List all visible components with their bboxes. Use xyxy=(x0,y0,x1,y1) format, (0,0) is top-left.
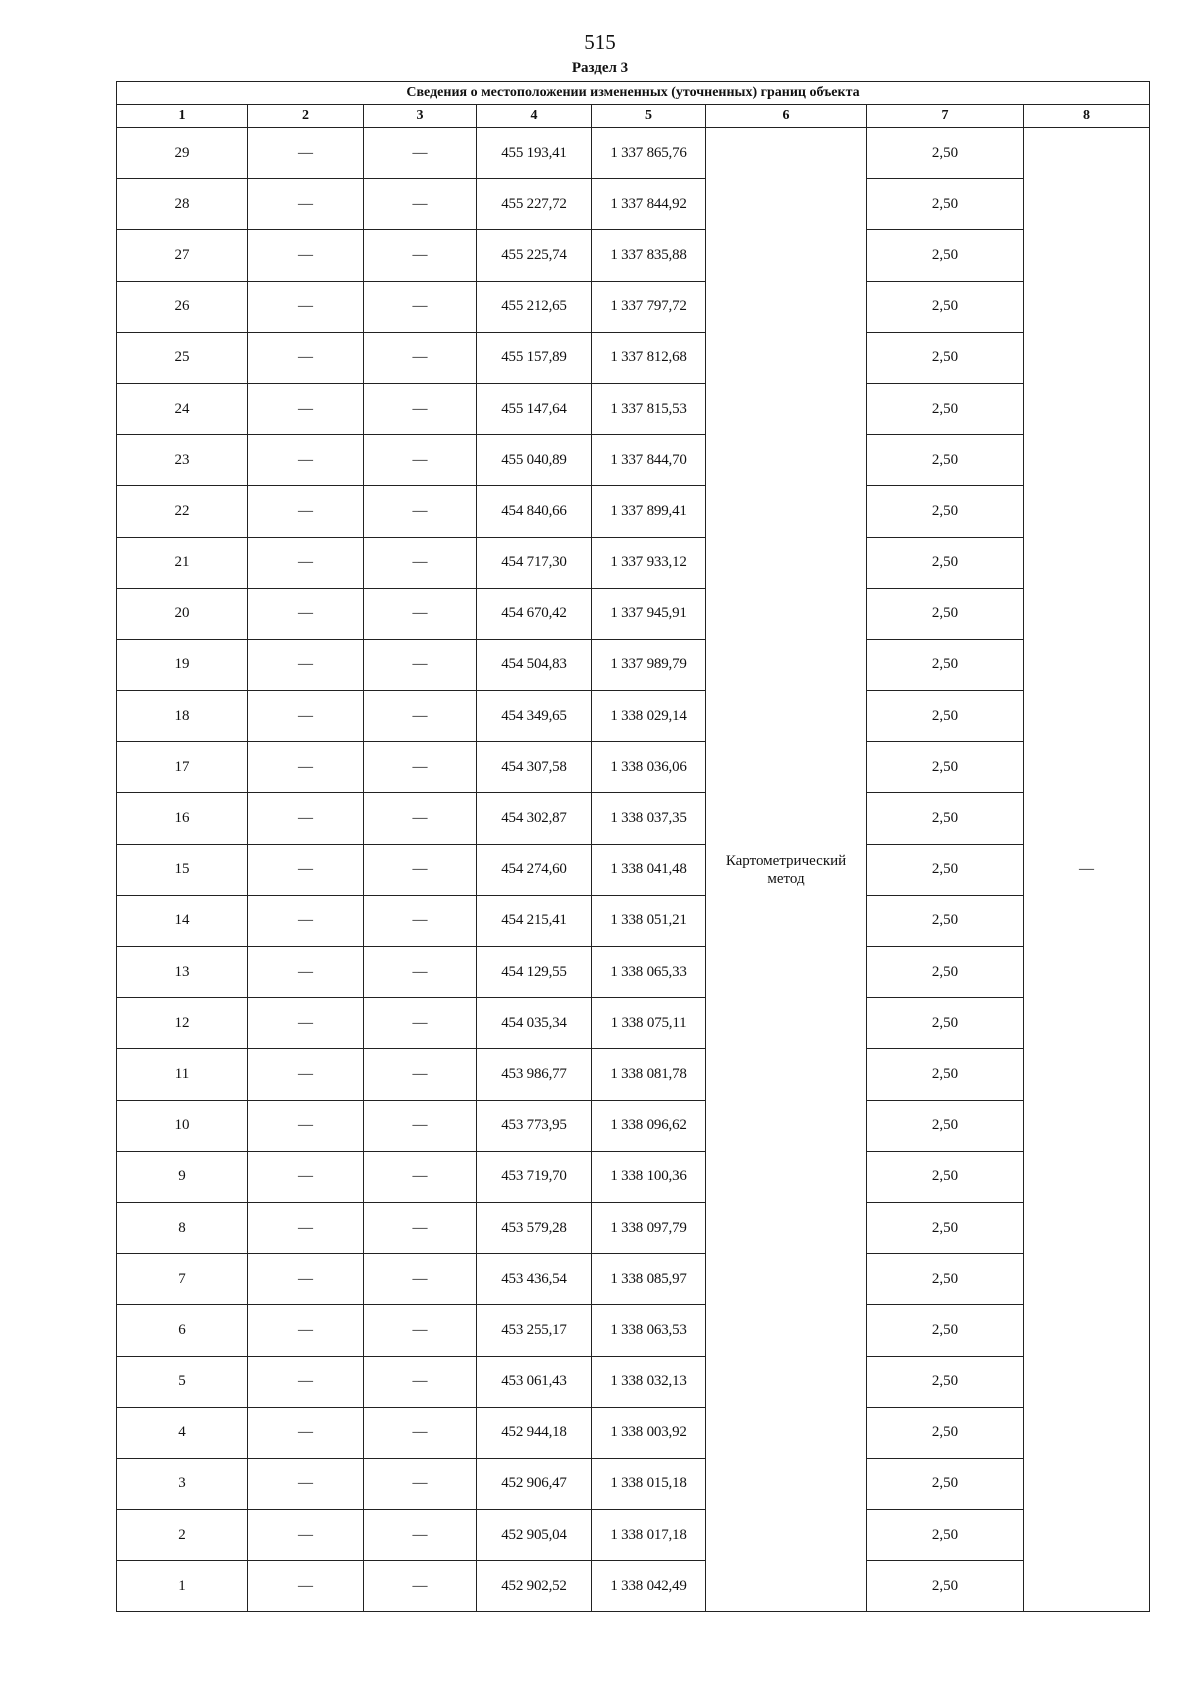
accuracy-cell: 2,50 xyxy=(867,128,1024,179)
column-2-cell: — xyxy=(248,691,364,742)
point-number-cell: 24 xyxy=(117,383,248,434)
point-number-cell: 22 xyxy=(117,486,248,537)
x-coordinate-cell: 455 225,74 xyxy=(477,230,592,281)
y-coordinate-cell: 1 338 051,21 xyxy=(592,895,706,946)
y-coordinate-cell: 1 338 037,35 xyxy=(592,793,706,844)
point-number-cell: 20 xyxy=(117,588,248,639)
accuracy-cell: 2,50 xyxy=(867,1254,1024,1305)
column-3-cell: — xyxy=(364,1202,477,1253)
point-number-cell: 17 xyxy=(117,742,248,793)
column-3-cell: — xyxy=(364,1356,477,1407)
y-coordinate-cell: 1 338 081,78 xyxy=(592,1049,706,1100)
point-number-cell: 18 xyxy=(117,691,248,742)
table-row xyxy=(117,128,1150,179)
table-row xyxy=(117,1356,1150,1407)
x-coordinate-cell: 453 773,95 xyxy=(477,1100,592,1151)
accuracy-cell: 2,50 xyxy=(867,230,1024,281)
x-coordinate-cell: 455 147,64 xyxy=(477,383,592,434)
column-2-cell: — xyxy=(248,1100,364,1151)
column-2-cell: — xyxy=(248,1254,364,1305)
x-coordinate-cell: 455 212,65 xyxy=(477,281,592,332)
x-coordinate-cell: 453 255,17 xyxy=(477,1305,592,1356)
accuracy-cell: 2,50 xyxy=(867,486,1024,537)
column-2-cell: — xyxy=(248,895,364,946)
table-row xyxy=(117,383,1150,434)
y-coordinate-cell: 1 337 899,41 xyxy=(592,486,706,537)
column-2-cell: — xyxy=(248,742,364,793)
column-3-cell: — xyxy=(364,1458,477,1509)
table-row xyxy=(117,1407,1150,1458)
accuracy-cell: 2,50 xyxy=(867,1510,1024,1561)
method-cell: Картометрический метод xyxy=(706,128,867,1612)
x-coordinate-cell: 455 040,89 xyxy=(477,435,592,486)
table-row xyxy=(117,1151,1150,1202)
column-2-cell: — xyxy=(248,1510,364,1561)
x-coordinate-cell: 454 129,55 xyxy=(477,947,592,998)
table-row xyxy=(117,1458,1150,1509)
column-2-cell: — xyxy=(248,793,364,844)
point-number-cell: 7 xyxy=(117,1254,248,1305)
x-coordinate-cell: 454 717,30 xyxy=(477,537,592,588)
column-8-cell: — xyxy=(1024,128,1150,1612)
y-coordinate-cell: 1 338 036,06 xyxy=(592,742,706,793)
point-number-cell: 12 xyxy=(117,998,248,1049)
x-coordinate-cell: 454 302,87 xyxy=(477,793,592,844)
table-caption: Сведения о местоположении измененных (уточненных) границ объекта xyxy=(117,82,1150,105)
column-2-cell: — xyxy=(248,998,364,1049)
y-coordinate-cell: 1 337 815,53 xyxy=(592,383,706,434)
column-3-cell: — xyxy=(364,1151,477,1202)
section-title: Раздел 3 xyxy=(571,60,629,76)
x-coordinate-cell: 454 349,65 xyxy=(477,691,592,742)
accuracy-cell: 2,50 xyxy=(867,1458,1024,1509)
column-3-cell: — xyxy=(364,383,477,434)
x-coordinate-cell: 453 579,28 xyxy=(477,1202,592,1253)
table-row xyxy=(117,793,1150,844)
y-coordinate-cell: 1 338 097,79 xyxy=(592,1202,706,1253)
x-coordinate-cell: 455 157,89 xyxy=(477,332,592,383)
table-row xyxy=(117,1305,1150,1356)
column-3-cell: — xyxy=(364,1510,477,1561)
y-coordinate-cell: 1 337 844,70 xyxy=(592,435,706,486)
table-body xyxy=(117,128,1150,1612)
table-row xyxy=(117,742,1150,793)
y-coordinate-cell: 1 338 065,33 xyxy=(592,947,706,998)
column-2-cell: — xyxy=(248,947,364,998)
column-3-cell: — xyxy=(364,742,477,793)
x-coordinate-cell: 453 436,54 xyxy=(477,1254,592,1305)
column-3-cell: — xyxy=(364,1254,477,1305)
x-coordinate-cell: 453 061,43 xyxy=(477,1356,592,1407)
point-number-cell: 4 xyxy=(117,1407,248,1458)
y-coordinate-cell: 1 338 003,92 xyxy=(592,1407,706,1458)
accuracy-cell: 2,50 xyxy=(867,947,1024,998)
column-2-cell: — xyxy=(248,1202,364,1253)
y-coordinate-cell: 1 337 989,79 xyxy=(592,639,706,690)
point-number-cell: 26 xyxy=(117,281,248,332)
point-number-cell: 21 xyxy=(117,537,248,588)
point-number-cell: 11 xyxy=(117,1049,248,1100)
accuracy-cell: 2,50 xyxy=(867,1202,1024,1253)
column-3-cell: — xyxy=(364,281,477,332)
x-coordinate-cell: 454 307,58 xyxy=(477,742,592,793)
column-2-cell: — xyxy=(248,1356,364,1407)
column-number-6: 6 xyxy=(706,105,867,128)
point-number-cell: 25 xyxy=(117,332,248,383)
accuracy-cell: 2,50 xyxy=(867,1100,1024,1151)
x-coordinate-cell: 455 227,72 xyxy=(477,179,592,230)
x-coordinate-cell: 452 902,52 xyxy=(477,1561,592,1612)
column-3-cell: — xyxy=(364,332,477,383)
point-number-cell: 8 xyxy=(117,1202,248,1253)
column-3-cell: — xyxy=(364,537,477,588)
column-2-cell: — xyxy=(248,844,364,895)
table-row xyxy=(117,281,1150,332)
accuracy-cell: 2,50 xyxy=(867,383,1024,434)
y-coordinate-cell: 1 337 835,88 xyxy=(592,230,706,281)
table-row xyxy=(117,1202,1150,1253)
accuracy-cell: 2,50 xyxy=(867,1407,1024,1458)
column-3-cell: — xyxy=(364,435,477,486)
column-3-cell: — xyxy=(364,793,477,844)
y-coordinate-cell: 1 338 085,97 xyxy=(592,1254,706,1305)
x-coordinate-cell: 452 906,47 xyxy=(477,1458,592,1509)
table-row xyxy=(117,1561,1150,1612)
column-3-cell: — xyxy=(364,1561,477,1612)
x-coordinate-cell: 452 905,04 xyxy=(477,1510,592,1561)
accuracy-cell: 2,50 xyxy=(867,793,1024,844)
column-2-cell: — xyxy=(248,128,364,179)
y-coordinate-cell: 1 338 015,18 xyxy=(592,1458,706,1509)
column-2-cell: — xyxy=(248,332,364,383)
point-number-cell: 14 xyxy=(117,895,248,946)
column-2-cell: — xyxy=(248,1305,364,1356)
column-3-cell: — xyxy=(364,179,477,230)
accuracy-cell: 2,50 xyxy=(867,691,1024,742)
column-3-cell: — xyxy=(364,486,477,537)
table-row xyxy=(117,1254,1150,1305)
table-row xyxy=(117,895,1150,946)
y-coordinate-cell: 1 338 075,11 xyxy=(592,998,706,1049)
table-row xyxy=(117,844,1150,895)
column-2-cell: — xyxy=(248,537,364,588)
table-row xyxy=(117,230,1150,281)
column-2-cell: — xyxy=(248,230,364,281)
column-2-cell: — xyxy=(248,486,364,537)
table-row xyxy=(117,179,1150,230)
column-3-cell: — xyxy=(364,1049,477,1100)
table-row xyxy=(117,1100,1150,1151)
x-coordinate-cell: 454 670,42 xyxy=(477,588,592,639)
column-2-cell: — xyxy=(248,383,364,434)
column-3-cell: — xyxy=(364,895,477,946)
x-coordinate-cell: 454 035,34 xyxy=(477,998,592,1049)
accuracy-cell: 2,50 xyxy=(867,1561,1024,1612)
point-number-cell: 2 xyxy=(117,1510,248,1561)
column-3-cell: — xyxy=(364,998,477,1049)
coordinates-table xyxy=(116,81,1150,1612)
point-number-cell: 27 xyxy=(117,230,248,281)
x-coordinate-cell: 454 274,60 xyxy=(477,844,592,895)
column-3-cell: — xyxy=(364,1407,477,1458)
table-row xyxy=(117,588,1150,639)
accuracy-cell: 2,50 xyxy=(867,537,1024,588)
column-3-cell: — xyxy=(364,1305,477,1356)
x-coordinate-cell: 454 840,66 xyxy=(477,486,592,537)
column-2-cell: — xyxy=(248,179,364,230)
x-coordinate-cell: 452 944,18 xyxy=(477,1407,592,1458)
y-coordinate-cell: 1 338 041,48 xyxy=(592,844,706,895)
y-coordinate-cell: 1 337 945,91 xyxy=(592,588,706,639)
column-number-7: 7 xyxy=(867,105,1024,128)
y-coordinate-cell: 1 337 812,68 xyxy=(592,332,706,383)
y-coordinate-cell: 1 338 100,36 xyxy=(592,1151,706,1202)
column-numbers-row xyxy=(117,105,1150,128)
point-number-cell: 23 xyxy=(117,435,248,486)
y-coordinate-cell: 1 337 844,92 xyxy=(592,179,706,230)
accuracy-cell: 2,50 xyxy=(867,179,1024,230)
y-coordinate-cell: 1 337 933,12 xyxy=(592,537,706,588)
y-coordinate-cell: 1 337 865,76 xyxy=(592,128,706,179)
point-number-cell: 29 xyxy=(117,128,248,179)
x-coordinate-cell: 453 986,77 xyxy=(477,1049,592,1100)
accuracy-cell: 2,50 xyxy=(867,844,1024,895)
table-row xyxy=(117,537,1150,588)
point-number-cell: 19 xyxy=(117,639,248,690)
accuracy-cell: 2,50 xyxy=(867,588,1024,639)
column-3-cell: — xyxy=(364,1100,477,1151)
x-coordinate-cell: 454 504,83 xyxy=(477,639,592,690)
accuracy-cell: 2,50 xyxy=(867,1305,1024,1356)
column-3-cell: — xyxy=(364,230,477,281)
accuracy-cell: 2,50 xyxy=(867,1151,1024,1202)
column-number-8: 8 xyxy=(1024,105,1150,128)
column-2-cell: — xyxy=(248,1151,364,1202)
table-row xyxy=(117,691,1150,742)
table-row xyxy=(117,435,1150,486)
column-number-4: 4 xyxy=(477,105,592,128)
column-2-cell: — xyxy=(248,588,364,639)
column-2-cell: — xyxy=(248,1561,364,1612)
x-coordinate-cell: 454 215,41 xyxy=(477,895,592,946)
y-coordinate-cell: 1 337 797,72 xyxy=(592,281,706,332)
point-number-cell: 1 xyxy=(117,1561,248,1612)
column-3-cell: — xyxy=(364,128,477,179)
point-number-cell: 3 xyxy=(117,1458,248,1509)
accuracy-cell: 2,50 xyxy=(867,281,1024,332)
column-number-1: 1 xyxy=(117,105,248,128)
x-coordinate-cell: 453 719,70 xyxy=(477,1151,592,1202)
column-2-cell: — xyxy=(248,639,364,690)
table-row xyxy=(117,998,1150,1049)
table-row xyxy=(117,1510,1150,1561)
column-2-cell: — xyxy=(248,1049,364,1100)
column-2-cell: — xyxy=(248,435,364,486)
accuracy-cell: 2,50 xyxy=(867,998,1024,1049)
column-3-cell: — xyxy=(364,639,477,690)
column-2-cell: — xyxy=(248,1407,364,1458)
column-3-cell: — xyxy=(364,844,477,895)
point-number-cell: 10 xyxy=(117,1100,248,1151)
accuracy-cell: 2,50 xyxy=(867,1356,1024,1407)
column-3-cell: — xyxy=(364,691,477,742)
table-row xyxy=(117,332,1150,383)
column-number-5: 5 xyxy=(592,105,706,128)
accuracy-cell: 2,50 xyxy=(867,332,1024,383)
table-row xyxy=(117,947,1150,998)
y-coordinate-cell: 1 338 096,62 xyxy=(592,1100,706,1151)
accuracy-cell: 2,50 xyxy=(867,742,1024,793)
accuracy-cell: 2,50 xyxy=(867,1049,1024,1100)
y-coordinate-cell: 1 338 063,53 xyxy=(592,1305,706,1356)
point-number-cell: 6 xyxy=(117,1305,248,1356)
point-number-cell: 28 xyxy=(117,179,248,230)
point-number-cell: 16 xyxy=(117,793,248,844)
y-coordinate-cell: 1 338 042,49 xyxy=(592,1561,706,1612)
column-3-cell: — xyxy=(364,588,477,639)
table-row xyxy=(117,639,1150,690)
table-row xyxy=(117,486,1150,537)
y-coordinate-cell: 1 338 029,14 xyxy=(592,691,706,742)
column-2-cell: — xyxy=(248,281,364,332)
y-coordinate-cell: 1 338 017,18 xyxy=(592,1510,706,1561)
accuracy-cell: 2,50 xyxy=(867,639,1024,690)
x-coordinate-cell: 455 193,41 xyxy=(477,128,592,179)
column-3-cell: — xyxy=(364,947,477,998)
point-number-cell: 9 xyxy=(117,1151,248,1202)
point-number-cell: 5 xyxy=(117,1356,248,1407)
column-number-3: 3 xyxy=(364,105,477,128)
accuracy-cell: 2,50 xyxy=(867,435,1024,486)
column-2-cell: — xyxy=(248,1458,364,1509)
accuracy-cell: 2,50 xyxy=(867,895,1024,946)
y-coordinate-cell: 1 338 032,13 xyxy=(592,1356,706,1407)
page-number: 515 xyxy=(584,30,616,54)
point-number-cell: 15 xyxy=(117,844,248,895)
column-number-2: 2 xyxy=(248,105,364,128)
point-number-cell: 13 xyxy=(117,947,248,998)
table-row xyxy=(117,1049,1150,1100)
